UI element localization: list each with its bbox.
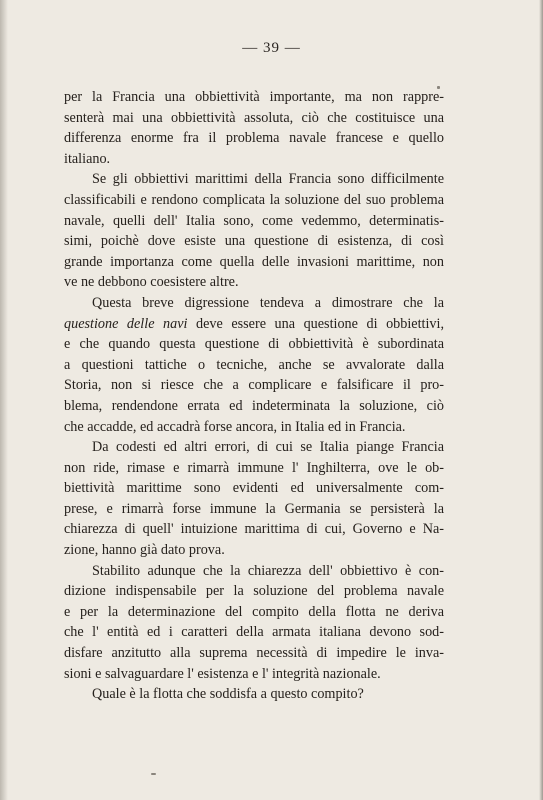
text-line: che accadde, ed accadrà forse ancora, in Italia ed in Francia. bbox=[64, 418, 406, 435]
text-line: prese, e rimarrà forse immune la Germania se persisterà la bbox=[64, 500, 444, 517]
text-line: sioni e salvaguardare l' esistenza e l' integrità nazionale. bbox=[64, 665, 381, 682]
text-line: Stabilito adunque che la chiarezza dell' obbiettivo è con- bbox=[92, 562, 444, 579]
text-line: Quale è la flotta che soddisfa a questo compito? bbox=[92, 686, 364, 703]
italic-phrase: questione delle navi bbox=[64, 315, 188, 332]
text-line: Storia, non si riesce che a complicare e falsificare il pro- bbox=[64, 377, 444, 394]
text-line: blema, rendendone errata ed indeterminata la soluzione, ciò bbox=[64, 397, 444, 414]
text-line-rest: deve essere una questione di obbiettivi, bbox=[196, 315, 445, 332]
text-line: a questioni tattiche o tecniche, anche se avvalorate dalla bbox=[64, 356, 444, 373]
text-line: classificabili e rendono complicata la soluzione del suo problema bbox=[64, 191, 444, 208]
text-line: dizione indispensabile per la soluzione del problema navale bbox=[64, 583, 444, 600]
text-line: Se gli obbiettivi marittimi della Francia sono difficilmente bbox=[92, 171, 444, 188]
text-line: ve ne debbono coesistere altre. bbox=[64, 274, 239, 291]
text-line: e per la determinazione del compito della flotta ne deriva bbox=[64, 603, 444, 620]
scan-speck bbox=[151, 773, 156, 775]
text-line: non ride, rimase e rimarrà immune l' Inghilterra, ove le ob- bbox=[64, 459, 444, 476]
text-line: per la Francia una obbiettività importante, ma non rappre- bbox=[64, 89, 444, 105]
text-line: grande importanza come quella delle invasioni marittime, non bbox=[64, 253, 444, 270]
text-line: chiarezza di quell' intuizione marittima di cui, Governo e Na- bbox=[64, 521, 444, 538]
text-line: Da codesti ed altri errori, di cui se Italia piange Francia bbox=[92, 439, 444, 456]
text-line: navale, quelli dell' Italia sono, come vedemmo, determinatis- bbox=[64, 212, 444, 229]
text-line: senterà mai una obbiettività assoluta, ciò che costituisce una bbox=[64, 109, 444, 126]
page-number: — 39 — bbox=[242, 40, 301, 56]
text-line: Questa breve digressione tendeva a dimostrare che la bbox=[92, 294, 444, 311]
text-line: disfare anzitutto alla suprema necessità di impedire le inva- bbox=[64, 645, 444, 662]
text-line-with-italic bbox=[64, 314, 444, 335]
scan-speck bbox=[437, 86, 440, 89]
text-line: che l' entità ed i caratteri della armata italiana devono sod- bbox=[64, 624, 444, 641]
text-line: simi, poichè dove esiste una questione di esistenza, di così bbox=[64, 233, 444, 250]
text-line: biettività marittime sono evidenti ed universalmente com- bbox=[64, 480, 444, 497]
scan-edge-left bbox=[0, 0, 8, 800]
text-line: differenza enorme fra il problema navale francese e quello bbox=[64, 130, 444, 147]
body-text bbox=[64, 87, 444, 705]
text-line: italiano. bbox=[64, 150, 111, 167]
text-line: e che quando questa questione di obbiettività è subordinata bbox=[64, 336, 444, 353]
scan-edge-right bbox=[539, 0, 543, 800]
text-line: zione, hanno già dato prova. bbox=[64, 542, 225, 559]
